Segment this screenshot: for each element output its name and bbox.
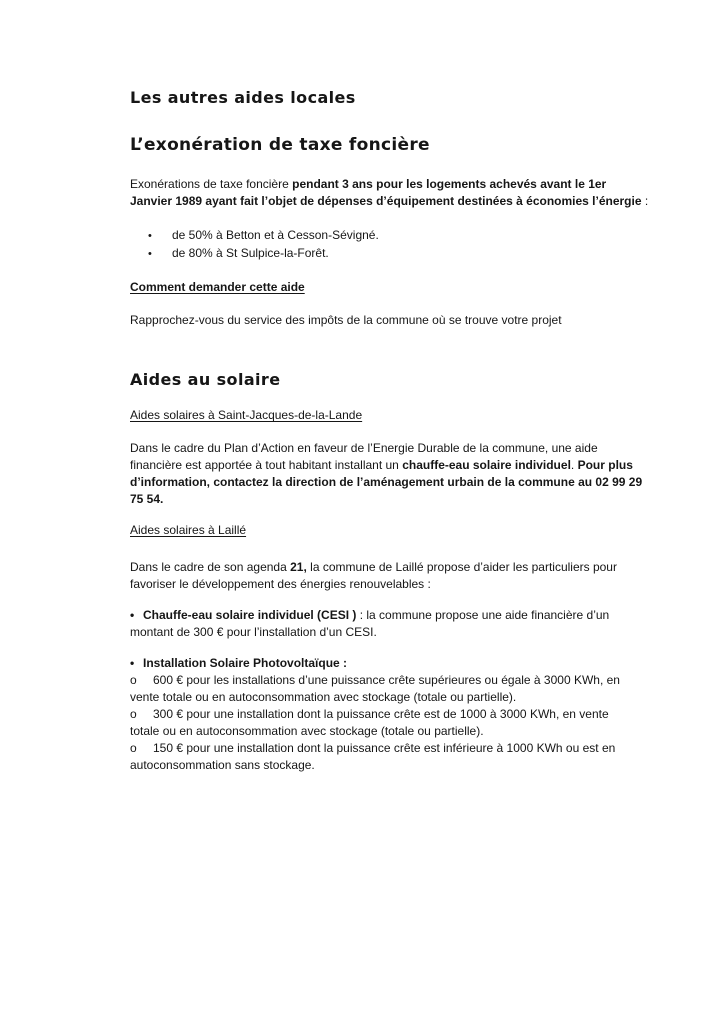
text-segment: 21, (290, 560, 307, 574)
text-segment: : (641, 194, 649, 208)
text-line (130, 624, 700, 641)
text-segment: totale ou en autoconsommation avec stockage (totale ou partielle). (130, 724, 484, 738)
text-segment: d’information, contactez la direction de l’aménagement urbain de la commune au 02 99 29 (130, 475, 643, 489)
text-segment: Rapprochez-vous du service des impôts de la commune où se trouve votre projet (130, 313, 562, 327)
item-installation-photovoltaique (130, 655, 700, 774)
sub-bullet-marker-icon: o (130, 673, 137, 687)
para-rapprochez (130, 312, 700, 329)
text-segment: vente totale ou en autoconsommation avec stockage (totale ou partielle). (130, 690, 517, 704)
para-saint-jacques (130, 440, 700, 508)
text-line (130, 672, 700, 689)
text-line (130, 607, 700, 624)
text-segment: 600 € pour les installations d’une puissance crête supérieures ou égale à 3000 KWh, en (153, 673, 620, 687)
text-line (130, 655, 700, 672)
text-line (130, 757, 700, 774)
list-item-text: de 50% à Betton et à Cesson-Sévigné. (172, 228, 379, 242)
subhead-comment-demander: Comment demander cette aide (130, 280, 305, 294)
bullet-marker-icon: • (130, 608, 135, 622)
list-item (130, 245, 700, 263)
text-segment: Pour plus (577, 458, 633, 472)
text-segment: Dans le cadre du Plan d’Action en faveur de l’Energie Durable de la commune, une aide (130, 441, 598, 455)
text-segment: : la commune propose une aide financière d’un (356, 608, 610, 622)
text-segment: favoriser le développement des énergies renouvelables : (130, 577, 431, 591)
text-segment: Exonérations de taxe foncière (130, 177, 293, 191)
text-line (130, 457, 700, 474)
text-segment: chauffe-eau solaire individuel (402, 458, 571, 472)
title-les-autres-aides-locales: Les autres aides locales (130, 88, 356, 107)
item-chauffe-eau-cesi (130, 607, 700, 641)
text-segment: pendant 3 ans pour les logements achevés avant le 1er (292, 177, 607, 191)
para-exonerations (130, 176, 700, 210)
text-segment: montant de 300 € pour l’installation d’un CESI. (130, 625, 377, 639)
text-line (130, 440, 700, 457)
text-line (130, 706, 700, 723)
sub-bullet-marker-icon: o (130, 707, 137, 721)
text-line (130, 312, 700, 329)
title-aides-au-solaire: Aides au solaire (130, 370, 281, 389)
text-segment: financière est apportée à tout habitant installant un (130, 458, 403, 472)
text-line (130, 474, 700, 491)
subhead-saint-jacques: Aides solaires à Saint-Jacques-de-la-Lande (130, 408, 363, 422)
bullet-marker-icon: • (130, 656, 135, 670)
bullet-marker-icon: • (148, 248, 152, 260)
text-segment: . (570, 458, 578, 472)
text-segment: Installation Solaire Photovoltaïque : (143, 656, 348, 670)
text-line (130, 689, 700, 706)
list-exoneration-communes (130, 227, 700, 263)
document-content (130, 88, 700, 774)
para-laille (130, 559, 700, 593)
text-line (130, 176, 700, 193)
text-segment: la commune de Laillé propose d’aider les particuliers pour (306, 560, 617, 574)
list-item-text: de 80% à St Sulpice-la-Forêt. (172, 246, 329, 260)
text-line (130, 491, 700, 508)
text-segment: Chauffe-eau solaire individuel (CESI ) (143, 608, 357, 622)
subhead-laille: Aides solaires à Laillé (130, 523, 247, 537)
text-segment: 75 54. (130, 492, 164, 506)
text-line (130, 723, 700, 740)
text-segment: Janvier 1989 ayant fait l’objet de dépenses d’équipement destinées à économies l’énergie (130, 194, 642, 208)
text-line (130, 740, 700, 757)
text-line (130, 559, 700, 576)
text-segment: 300 € pour une installation dont la puissance crête est de 1000 à 3000 KWh, en vente (153, 707, 609, 721)
text-segment: 150 € pour une installation dont la puissance crête est inférieure à 1000 KWh ou est en (153, 741, 616, 755)
sub-bullet-marker-icon: o (130, 741, 137, 755)
text-line (130, 576, 700, 593)
bullet-marker-icon: • (148, 230, 152, 242)
text-segment: autoconsommation sans stockage. (130, 758, 315, 772)
heading-exoneration-taxe-fonciere: L’exonération de taxe foncière (130, 135, 430, 155)
text-segment: Dans le cadre de son agenda (130, 560, 291, 574)
list-item (130, 227, 700, 245)
text-line (130, 193, 700, 210)
